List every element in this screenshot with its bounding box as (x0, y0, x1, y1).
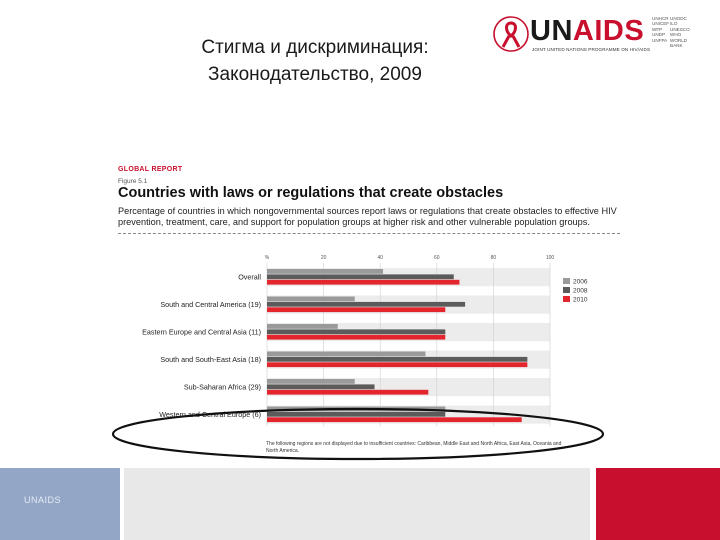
logo-brand (530, 16, 644, 46)
category-label: Sub-Saharan Africa (29) (183, 382, 261, 392)
cosponsor: WORLD BANK (670, 37, 688, 49)
footer-middle-block (124, 468, 590, 540)
slide-title-line-1: Стигма и дискриминация: (201, 37, 429, 58)
bar-2010 (267, 390, 428, 395)
category-label: South and South-East Asia (18) (160, 355, 261, 365)
highlight-ellipse (110, 406, 606, 462)
cosponsor: UNFPA (652, 37, 668, 43)
cosponsor: UNHCR (652, 16, 669, 21)
logo-brand-un: UN (530, 15, 573, 47)
legend-swatch-2008 (563, 287, 570, 293)
footer-label: UNAIDS (24, 495, 62, 505)
x-tick-label: 20 (320, 255, 327, 261)
bar-2010 (267, 335, 445, 340)
legend-swatch-2006 (563, 278, 570, 284)
cosponsor: WFP (652, 26, 663, 32)
x-tick-label: 80 (490, 255, 497, 261)
legend-label-2006: 2006 (573, 278, 588, 286)
cosponsor: ILO (670, 21, 678, 27)
bar-2010 (267, 307, 445, 312)
cosponsor: UNODC (670, 16, 687, 21)
footer-left-block (0, 468, 120, 540)
cosponsor: UNDP (652, 32, 666, 38)
x-tick-label: 100 (545, 255, 555, 261)
category-label: Overall (238, 272, 261, 282)
logo-brand-aids: AIDS (572, 15, 645, 47)
logo-tagline: JOINT UNITED NATIONS PROGRAMME ON HIV/AIDS (532, 47, 651, 52)
chart-title: Countries with laws or regulations that create obstacles (118, 185, 504, 201)
legend-swatch-2010 (563, 296, 570, 302)
slide-title-line-2: Законодательство, 2009 (208, 64, 422, 85)
red-ribbon-icon (492, 14, 530, 54)
cosponsor: UNESCO (670, 26, 690, 32)
slide-title (140, 34, 490, 88)
bar-2006 (267, 379, 355, 384)
unaids-logo (492, 14, 692, 56)
bar-2006 (267, 352, 425, 357)
cosponsors-list-2 (670, 16, 692, 48)
bar-2008 (267, 384, 375, 389)
legend-label-2010: 2010 (573, 296, 588, 304)
category-label: Eastern Europe and Central Asia (11) (142, 327, 261, 337)
category-label: Western and Central Europe (6) (159, 410, 261, 420)
bar-2006 (267, 269, 383, 274)
chart-note: The following regions are not displayed due to insufficient countries: Caribbean, Middle East and North Africa, East Asia, Oceania and North America. (266, 441, 562, 454)
bar-2006 (267, 324, 338, 329)
x-tick-label: 40 (377, 255, 383, 261)
bar-2010 (267, 362, 527, 367)
bar-2008 (267, 329, 445, 334)
legend-label-2008: 2008 (573, 287, 588, 295)
bar-2008 (267, 274, 454, 279)
x-tick-label: 60 (434, 255, 440, 261)
bar-2006 (267, 297, 355, 302)
chart-subtitle: Percentage of countries in which nongovernmental sources report laws or regulations that create obstacles to effective HIV prevention, treatment, care, and support for population groups at higher risk and other vulnerable population groups. (118, 206, 617, 227)
cosponsors-list-1 (652, 16, 669, 43)
category-label: South and Central America (19) (160, 300, 261, 310)
footer-right-block (596, 468, 720, 540)
bar-2010 (267, 280, 459, 285)
x-tick-label: % (264, 255, 270, 261)
report-badge: GLOBAL REPORT (118, 166, 183, 173)
bar-2008 (267, 302, 465, 307)
bar-2008 (267, 357, 527, 362)
cosponsor: WHO (670, 32, 682, 38)
cosponsor: UNICEF (652, 21, 670, 27)
figure-number: Figure 5.1 (118, 178, 148, 185)
